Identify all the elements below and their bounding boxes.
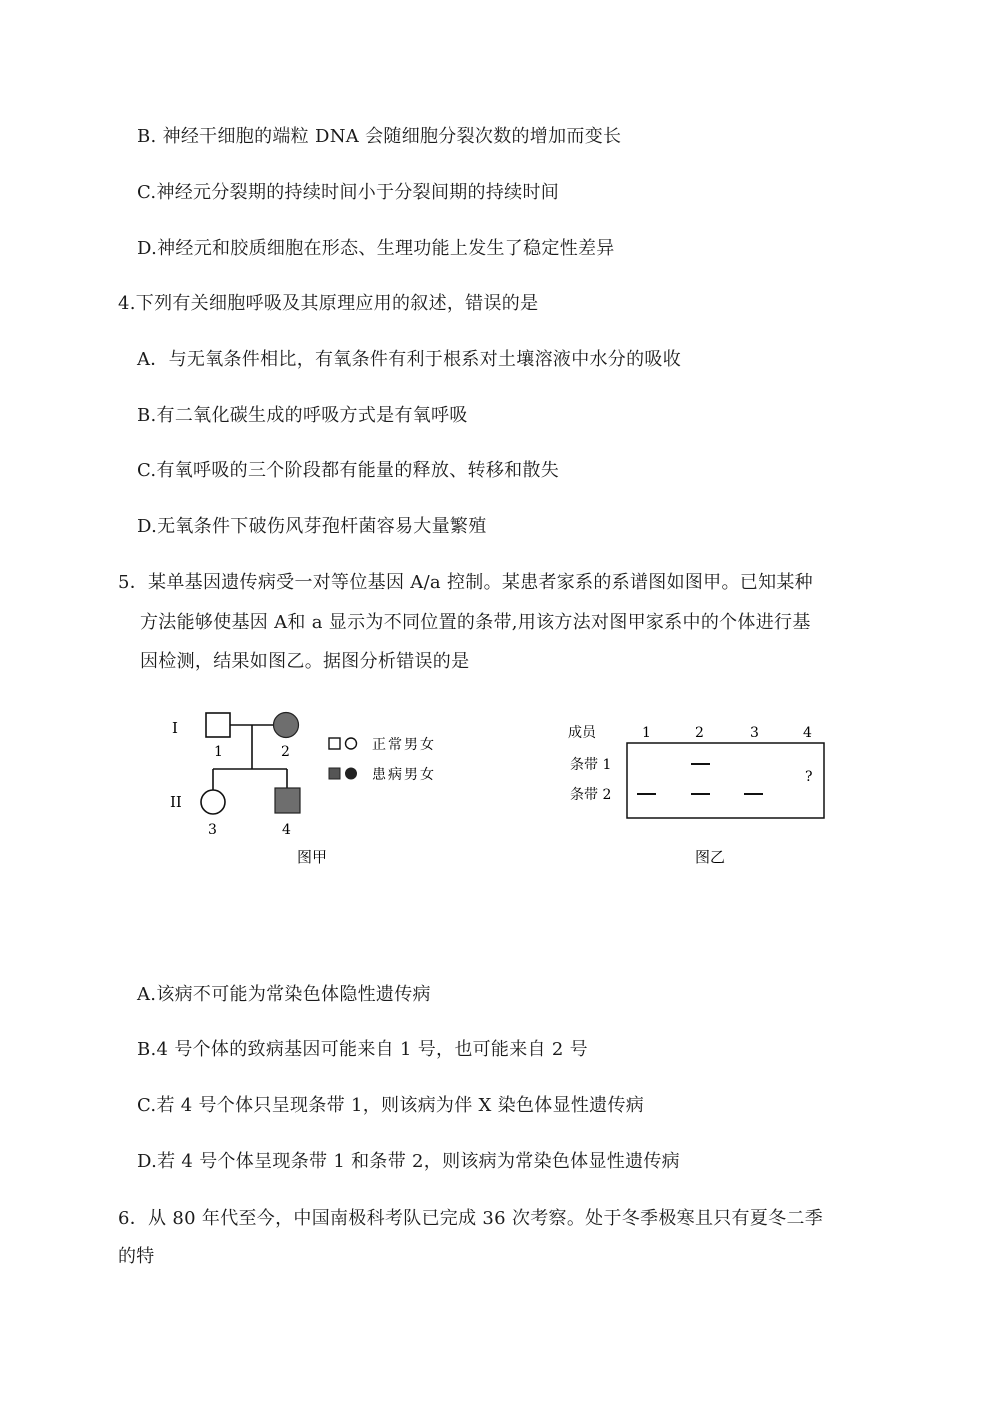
- individual-1-number: 1: [214, 744, 223, 760]
- generation-1-label: I: [172, 719, 178, 737]
- legend-normal-male-icon: [329, 738, 340, 749]
- gel-frame: [627, 743, 824, 818]
- q5-option-d: D.若 4 号个体呈现条带 1 和条带 2，则该病为常染色体显性遗传病: [137, 1151, 680, 1172]
- q4-option-c: C.有氧呼吸的三个阶段都有能量的释放、转移和散失: [137, 460, 560, 481]
- individual-2-number: 2: [281, 744, 290, 760]
- q5-stem-line1: 5．某单基因遗传病受一对等位基因 A/a 控制。某患者家系的系谱图如图甲。已知某种: [118, 572, 813, 593]
- q5-stem-line2: 方法能够使基因 A和 a 显示为不同位置的条带,用该方法对图甲家系中的个体进行基: [140, 612, 811, 633]
- band-header-label: 成员: [568, 725, 596, 741]
- band-2-label: 条带 2: [570, 787, 612, 803]
- q6-line1: 6．从 80 年代至今，中国南极科考队已完成 36 次考察。处于冬季极寒且只有夏冬二季: [118, 1208, 824, 1229]
- q3-option-d: D.神经元和胶质细胞在形态、生理功能上发生了稳定性差异: [137, 238, 615, 259]
- individual-3-number: 3: [208, 822, 217, 838]
- legend-normal-female-icon: [346, 738, 357, 749]
- band-1-label: 条带 1: [570, 757, 612, 773]
- q4-option-d: D.无氧条件下破伤风芽孢杆菌容易大量繁殖: [137, 516, 487, 537]
- q6-line2: 的特: [118, 1246, 155, 1267]
- figure-jia-caption: 图甲: [297, 848, 328, 866]
- member-4-header: 4: [803, 725, 812, 741]
- individual-4-affected-male: [275, 788, 300, 813]
- q4-stem: 4.下列有关细胞呼吸及其原理应用的叙述，错误的是: [118, 293, 539, 314]
- pedigree-figure: [160, 700, 460, 875]
- generation-2-label: II: [170, 793, 182, 811]
- individual-2-affected-female: [274, 713, 299, 738]
- q3-option-c: C.神经元分裂期的持续时间小于分裂间期的持续时间: [137, 182, 560, 203]
- q5-option-b: B.4 号个体的致病基因可能来自 1 号，也可能来自 2 号: [137, 1039, 588, 1060]
- member-3-header: 3: [750, 725, 759, 741]
- legend-affected-label: 患病男女: [372, 767, 436, 783]
- q4-option-b: B.有二氧化碳生成的呼吸方式是有氧呼吸: [137, 405, 468, 426]
- legend-affected-female-icon: [346, 768, 357, 779]
- q5-option-a: A.该病不可能为常染色体隐性遗传病: [137, 984, 431, 1005]
- individual-3-normal-female: [201, 790, 225, 814]
- figure-yi-caption: 图乙: [695, 848, 726, 866]
- individual-4-number: 4: [282, 822, 291, 838]
- member-4-unknown-mark: ?: [805, 769, 813, 785]
- q3-option-b: B. 神经干细胞的端粒 DNA 会随细胞分裂次数的增加而变长: [137, 126, 622, 147]
- q5-stem-line3: 因检测，结果如图乙。据图分析错误的是: [140, 651, 470, 672]
- band-figure: [560, 712, 835, 877]
- member-1-header: 1: [642, 725, 651, 741]
- q4-option-a: A．与无氧条件相比，有氧条件有利于根系对土壤溶液中水分的吸收: [137, 349, 681, 370]
- individual-1-normal-male: [206, 713, 230, 737]
- legend-normal-label: 正常男女: [372, 737, 436, 753]
- member-2-header: 2: [695, 725, 704, 741]
- q5-option-c: C.若 4 号个体只呈现条带 1，则该病为伴 X 染色体显性遗传病: [137, 1095, 645, 1116]
- legend-affected-male-icon: [329, 768, 340, 779]
